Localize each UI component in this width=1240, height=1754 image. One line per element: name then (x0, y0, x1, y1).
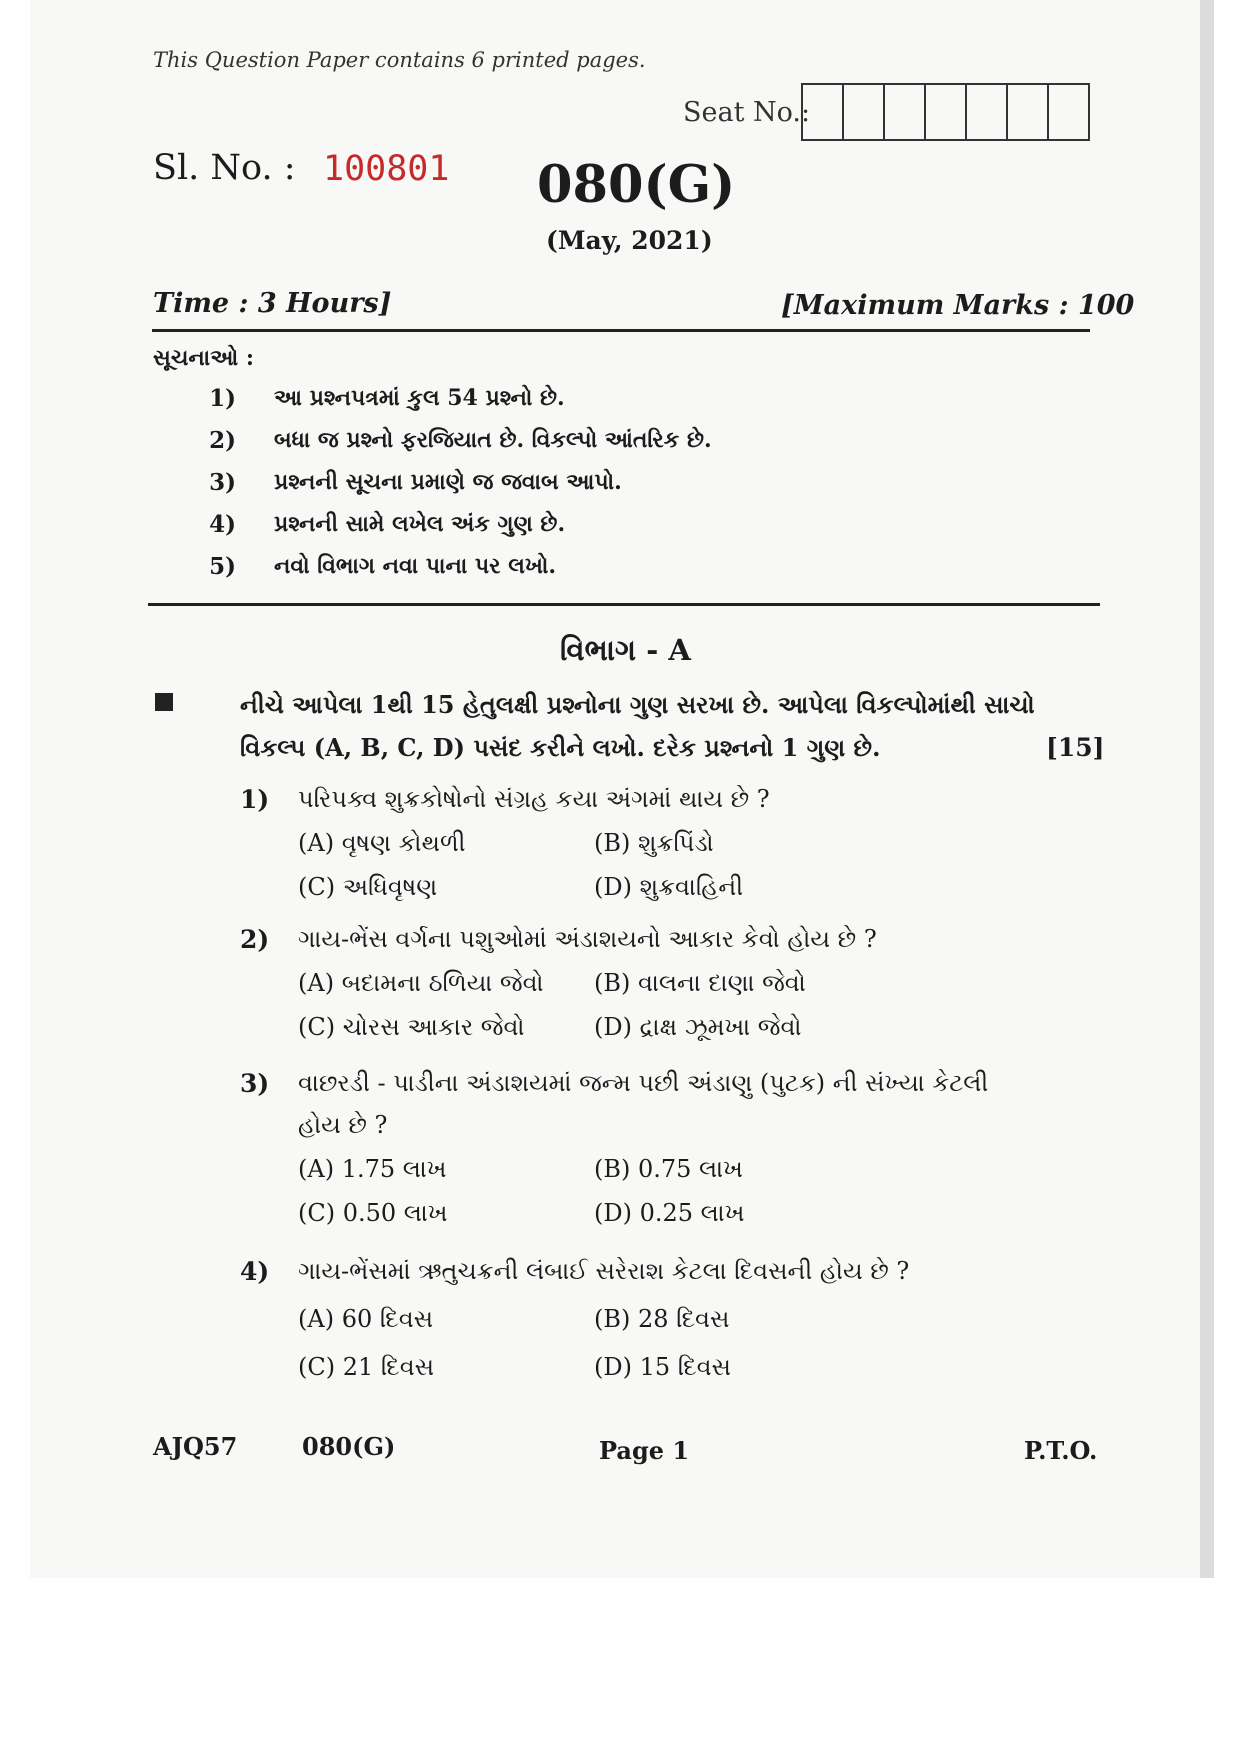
option-b: (B) 28 દિવસ (594, 1305, 730, 1333)
instruction-text: નવો વિભાગ નવા પાના પર લખો. (274, 553, 557, 579)
seat-box (885, 85, 926, 139)
question-number: 1) (240, 785, 270, 814)
instruction-text: બધા જ પ્રશ્નો ફરજિયાત છે. વિકલ્પો આંતરિક છે. (274, 427, 712, 453)
seat-number-label: Seat No.: (683, 97, 811, 128)
instruction-text: પ્રશ્નની સૂચના પ્રમાણે જ જવાબ આપો. (274, 469, 622, 495)
section-title: વિભાગ - A (560, 633, 691, 667)
square-bullet-icon (155, 693, 173, 711)
instruction-number: 4) (209, 511, 236, 538)
footer-paper-code: 080(G) (302, 1432, 396, 1461)
seat-box (1049, 85, 1088, 139)
page-number: Page 1 (599, 1436, 690, 1465)
instruction-number: 3) (209, 469, 236, 496)
instruction-text: આ પ્રશ્નપત્રમાં કુલ 54 પ્રશ્નો છે. (274, 385, 565, 411)
option-c: (C) 0.50 લાખ (298, 1199, 448, 1227)
question-number: 3) (240, 1069, 270, 1098)
exam-time: Time : 3 Hours] (153, 288, 392, 319)
option-a: (A) વૃષણ કોથળી (298, 829, 466, 857)
paper-code: 080(G) (537, 155, 736, 215)
section-marks: [15] (1046, 733, 1105, 762)
seat-box (844, 85, 885, 139)
exam-date: (May, 2021) (546, 226, 713, 255)
please-turn-over: P.T.O. (1024, 1436, 1098, 1465)
section-lead-line-2: વિકલ્પ (A, B, C, D) પસંદ કરીને લખો. દરેક પ્રશ્નનો 1 ગુણ છે. (240, 733, 881, 762)
instructions-divider (148, 603, 1100, 606)
option-d: (D) 15 દિવસ (594, 1353, 731, 1381)
option-d: (D) દ્રાક્ષ ઝૂમખા જેવો (594, 1013, 802, 1041)
seat-box (926, 85, 967, 139)
option-b: (B) 0.75 લાખ (594, 1155, 743, 1183)
instruction-number: 5) (209, 553, 236, 580)
seat-number-boxes (801, 83, 1090, 141)
question-number: 4) (240, 1257, 270, 1286)
seat-box (803, 85, 844, 139)
option-a: (A) બદામના ઠળિયા જેવો (298, 969, 544, 997)
question-text: પરિપક્વ શુક્રકોષોનો સંગ્રહ કયા અંગમાં થાય છે ? (298, 785, 770, 813)
option-a: (A) 1.75 લાખ (298, 1155, 447, 1183)
seat-box (967, 85, 1008, 139)
option-b: (B) શુક્રપિંડો (594, 829, 714, 857)
page-count-note: This Question Paper contains 6 printed pages. (153, 48, 646, 72)
question-text-continued: હોય છે ? (298, 1111, 388, 1139)
section-lead-line-1: નીચે આપેલા 1થી 15 હેતુલક્ષી પ્રશ્નોના ગુણ સરખા છે. આપેલા વિકલ્પોમાંથી સાચો (240, 690, 1035, 719)
maximum-marks: [Maximum Marks : 100 (781, 290, 1135, 321)
instruction-number: 1) (209, 385, 236, 412)
option-c: (C) 21 દિવસ (298, 1353, 435, 1381)
instruction-number: 2) (209, 427, 236, 454)
question-number: 2) (240, 925, 270, 954)
paper-edge (1200, 0, 1214, 1578)
header-divider (152, 329, 1090, 332)
option-b: (B) વાલના દાણા જેવો (594, 969, 806, 997)
option-c: (C) ચોરસ આકાર જેવો (298, 1013, 525, 1041)
footer-code: AJQ57 (153, 1432, 238, 1461)
seat-box (1008, 85, 1049, 139)
option-a: (A) 60 દિવસ (298, 1305, 434, 1333)
question-text: ગાય-ભેંસ વર્ગના પશુઓમાં અંડાશયનો આકાર કેવો હોય છે ? (298, 925, 877, 953)
option-d: (D) શુક્રવાહિની (594, 873, 744, 901)
option-c: (C) અધિવૃષણ (298, 873, 438, 901)
question-text: ગાય-ભેંસમાં ઋતુચક્રની લંબાઈ સરેરાશ કેટલા દિવસની હોય છે ? (298, 1257, 910, 1285)
serial-number-value: 100801 (323, 149, 450, 189)
instruction-text: પ્રશ્નની સામે લખેલ અંક ગુણ છે. (274, 511, 566, 537)
instructions-title: સૂચનાઓ : (153, 345, 254, 371)
option-d: (D) 0.25 લાખ (594, 1199, 745, 1227)
serial-number-label: Sl. No. : (153, 148, 296, 188)
question-text: વાછરડી - પાડીના અંડાશયમાં જન્મ પછી અંડાણુ (પુટક) ની સંખ્યા કેટલી (298, 1069, 989, 1097)
